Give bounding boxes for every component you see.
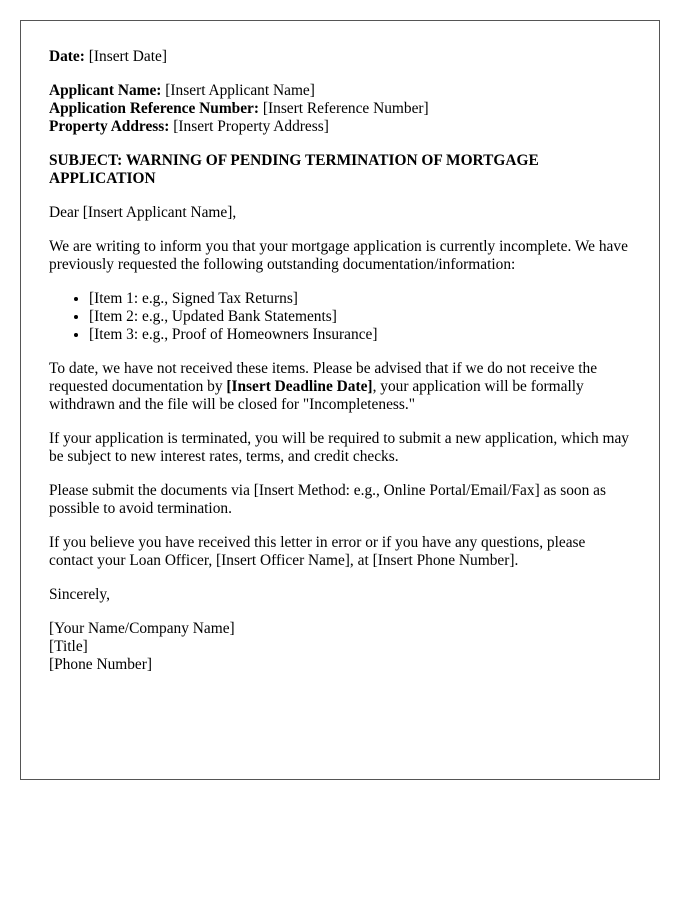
property-address-line bbox=[49, 118, 631, 136]
reference-number-label: Application Reference Number: bbox=[49, 100, 260, 117]
applicant-details bbox=[49, 82, 631, 136]
submit-paragraph: Please submit the documents via [Insert Method: e.g., Online Portal/Email/Fax] as soon as possible to avoid termination. bbox=[49, 482, 606, 517]
date-value: [Insert Date] bbox=[88, 48, 167, 65]
property-address-label: Property Address: bbox=[49, 118, 170, 135]
letter-page bbox=[20, 20, 660, 780]
deadline-text-after: , your application will be formally withdrawn and the file will be closed for "Incompleteness." bbox=[49, 378, 584, 413]
date-line bbox=[49, 48, 631, 66]
signature-name: [Your Name/Company Name] bbox=[49, 620, 235, 637]
applicant-name-line bbox=[49, 82, 631, 100]
reference-number-line bbox=[49, 100, 631, 118]
date-label: Date: bbox=[49, 48, 85, 65]
salutation: Dear [Insert Applicant Name], bbox=[49, 204, 237, 221]
list-item: • [Item 1: e.g., Signed Tax Returns] bbox=[89, 290, 631, 308]
applicant-name-label: Applicant Name: bbox=[49, 82, 162, 99]
reference-number-value: [Insert Reference Number] bbox=[262, 100, 429, 117]
signature-phone: [Phone Number] bbox=[49, 656, 153, 673]
deadline-date: [Insert Deadline Date] bbox=[226, 378, 373, 395]
subject-heading: SUBJECT: WARNING OF PENDING TERMINATION OF MORTGAGE APPLICATION bbox=[49, 152, 539, 187]
contact-paragraph: If you believe you have received this letter in error or if you have any questions, please contact your Loan Officer, [Insert Officer Name], at [Insert Phone Number]. bbox=[49, 534, 586, 569]
property-address-value: [Insert Property Address] bbox=[173, 118, 329, 135]
termination-paragraph: If your application is terminated, you will be required to submit a new application, which may be subject to new interest rates, terms, and credit checks. bbox=[49, 430, 629, 465]
list-item: • [Item 3: e.g., Proof of Homeowners Insurance] bbox=[89, 326, 631, 344]
outstanding-items-list bbox=[49, 290, 631, 344]
applicant-name-value: [Insert Applicant Name] bbox=[165, 82, 315, 99]
closing: Sincerely, bbox=[49, 586, 110, 603]
deadline-text-before: To date, we have not received these items. Please be advised that if we do not receive the requested documentation by bbox=[49, 360, 598, 395]
signature-block bbox=[49, 620, 631, 674]
list-item: • [Item 2: e.g., Updated Bank Statements] bbox=[89, 308, 631, 326]
signature-title: [Title] bbox=[49, 638, 88, 655]
intro-paragraph: We are writing to inform you that your mortgage application is currently incomplete. We have previously requested the following outstanding documentation/information: bbox=[49, 238, 628, 273]
deadline-paragraph bbox=[49, 360, 631, 414]
